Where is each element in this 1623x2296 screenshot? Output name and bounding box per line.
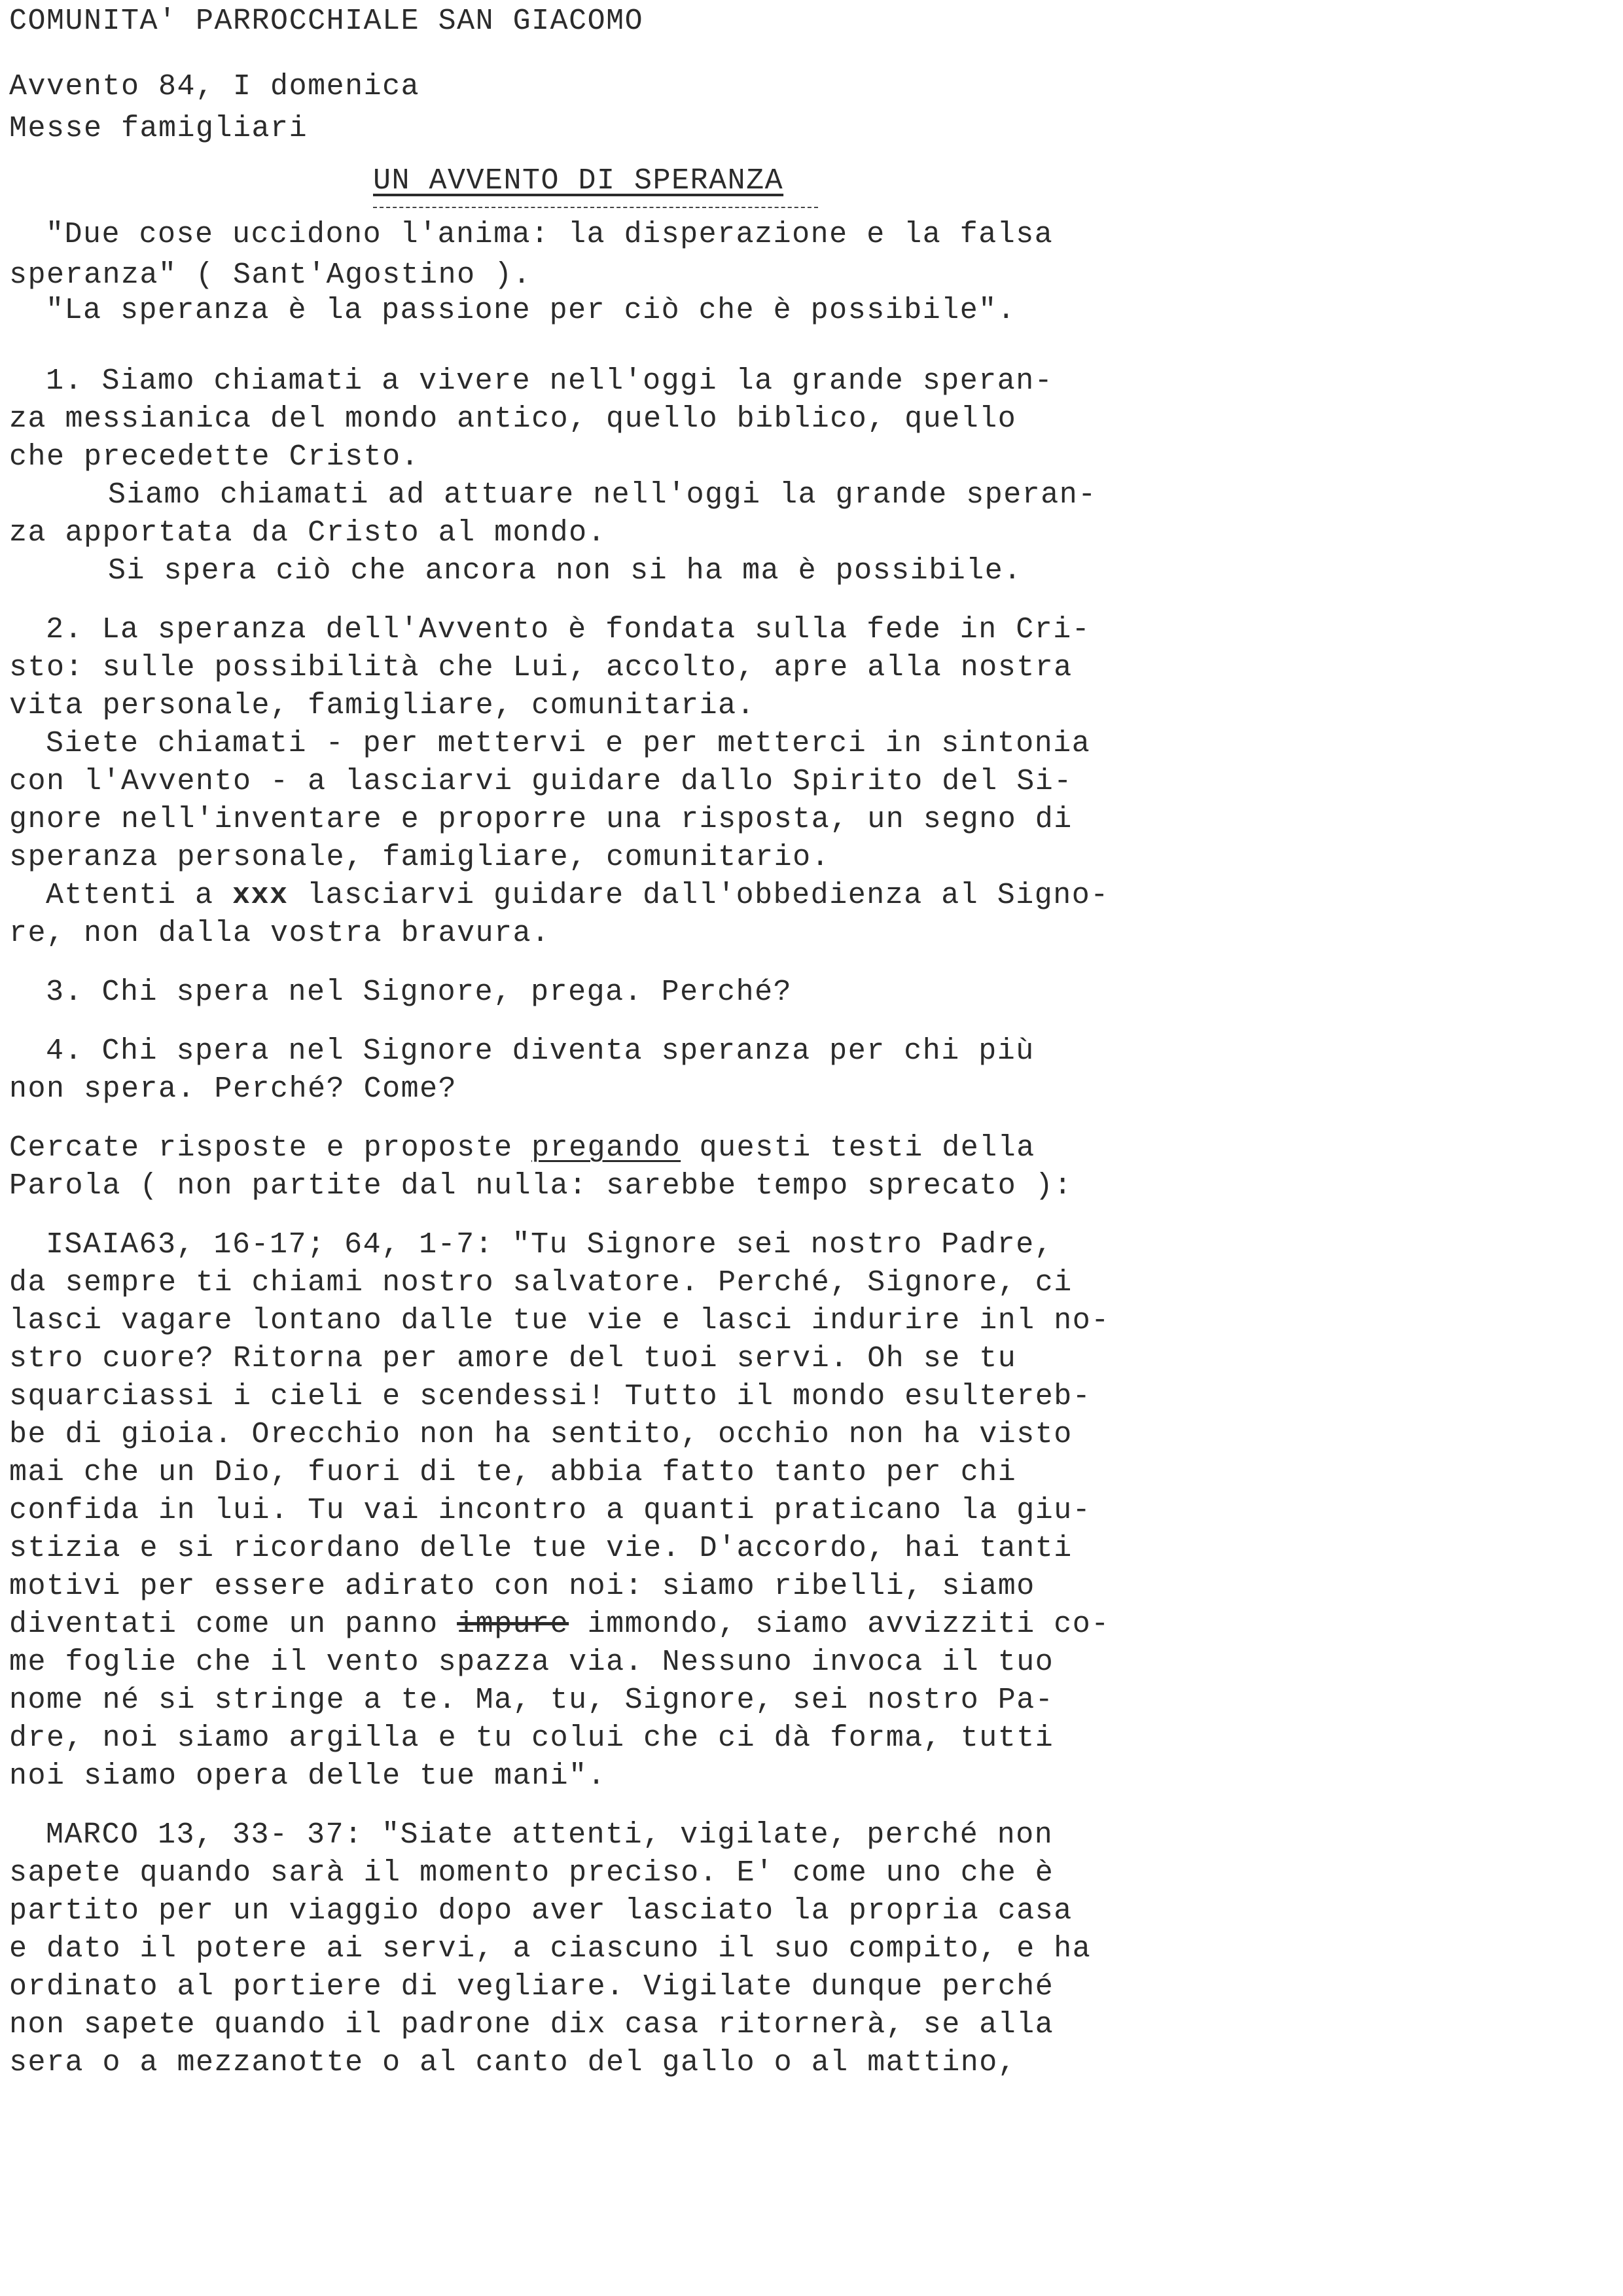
overtyped-word: xxx (232, 879, 289, 912)
title-double-rule (373, 207, 818, 208)
point-2-line-9: re, non dalla vostra bravura. (9, 917, 550, 950)
point-2-line-4: Siete chiamati - per mettervi e per metterci in sintonia (46, 727, 1091, 760)
quote-line-3: "La speranza è la passione per ciò che è possibile". (46, 294, 1016, 327)
document-title: UN AVVENTO DI SPERANZA (373, 164, 784, 198)
marco-line-5: ordinato al portiere di vegliare. Vigilate dunque perché (9, 1970, 1054, 2004)
point-2-line-6: gnore nell'inventare e proporre una risposta, un segno di (9, 803, 1073, 836)
marco-line-3: partito per un viaggio dopo aver lasciato la propria casa (9, 1894, 1073, 1928)
instruction-line-2: Parola ( non partite dal nulla: sarebbe tempo sprecato ): (9, 1169, 1073, 1203)
marco-line-1: MARCO 13, 33- 37: "Siate attenti, vigilate, perché non (46, 1818, 1054, 1852)
isaia-line-12: me foglie che il vento spazza via. Nessuno invoca il tuo (9, 1646, 1054, 1679)
isaia-line-7: mai che un Dio, fuori di te, abbia fatto tanto per chi (9, 1456, 1017, 1489)
marco-line-6: non sapete quando il padrone dix casa ritornerà, se alla (9, 2008, 1054, 2041)
isaia-line-13: nome né si stringe a te. Ma, tu, Signore, sei nostro Pa- (9, 1684, 1054, 1717)
isaia-line-5: squarciassi i cieli e scendessi! Tutto il mondo esultereb- (9, 1380, 1092, 1413)
point-4-line-1: 4. Chi spera nel Signore diventa speranza per chi più (46, 1034, 1035, 1068)
isaia-line-9: stizia e si ricordano delle tue vie. D'accordo, hai tanti (9, 1532, 1073, 1565)
point-2-line-1: 2. La speranza dell'Avvento è fondata sulla fede in Cri- (46, 613, 1091, 646)
point-2-line-8: Attenti a xxx lasciarvi guidare dall'obbedienza al Signo- (46, 879, 1109, 912)
point-1-line-2: za messianica del mondo antico, quello biblico, quello (9, 402, 1017, 436)
isaia-line-4: stro cuore? Ritorna per amore del tuoi servi. Oh se tu (9, 1342, 1017, 1375)
point-1-line-4: Siamo chiamati ad attuare nell'oggi la grande speran- (108, 478, 1097, 512)
point-2-line-5: con l'Avvento - a lasciarvi guidare dallo Spirito del Si- (9, 765, 1073, 798)
point-1-line-1: 1. Siamo chiamati a vivere nell'oggi la grande speran- (46, 364, 1054, 398)
point-4-line-2: non spera. Perché? Come? (9, 1072, 457, 1106)
isaia-line-6: be di gioia. Orecchio non ha sentito, occhio non ha visto (9, 1418, 1073, 1451)
isaia-line-2: da sempre ti chiami nostro salvatore. Perché, Signore, ci (9, 1266, 1073, 1299)
instruction-line-1: Cercate risposte e proposte pregando questi testi della (9, 1131, 1035, 1165)
isaia-line-3: lasci vagare lontano dalle tue vie e lasci indurire inl no- (9, 1304, 1110, 1337)
isaia-line-14: dre, noi siamo argilla e tu colui che ci dà forma, tutti (9, 1722, 1054, 1755)
quote-line-1: "Due cose uccidono l'anima: la disperazione e la falsa (46, 218, 1054, 251)
isaia-line-15: noi siamo opera delle tue mani". (9, 1759, 607, 1793)
marco-line-7: sera o a mezzanotte o al canto del gallo o al mattino, (9, 2046, 1017, 2079)
quote-line-2: speranza" ( Sant'Agostino ). (9, 258, 532, 292)
point-2-line-3: vita personale, famigliare, comunitaria. (9, 689, 756, 722)
occasion-line: Avvento 84, I domenica (9, 70, 420, 103)
point-1-line-5: za apportata da Cristo al mondo. (9, 516, 607, 550)
struck-word: impure (457, 1608, 569, 1641)
point-3-line: 3. Chi spera nel Signore, prega. Perché? (46, 976, 793, 1009)
isaia-line-10: motivi per essere adirato con noi: siamo ribelli, siamo (9, 1570, 1035, 1603)
subtitle-line: Messe famigliari (9, 112, 308, 145)
point-1-line-3: che precedette Cristo. (9, 440, 420, 474)
point-2-line-7: speranza personale, famigliare, comunitario. (9, 841, 830, 874)
isaia-line-1: ISAIA63, 16-17; 64, 1-7: "Tu Signore sei nostro Padre, (46, 1228, 1054, 1262)
point-1-line-6: Si spera ciò che ancora non si ha ma è possibile. (108, 554, 1022, 588)
isaia-line-11: diventati come un panno impure immondo, siamo avvizziti co- (9, 1608, 1110, 1641)
point-2-line-2: sto: sulle possibilità che Lui, accolto, apre alla nostra (9, 651, 1073, 684)
parish-header: COMUNITA' PARROCCHIALE SAN GIACOMO (9, 5, 644, 38)
marco-line-2: sapete quando sarà il momento preciso. E' come uno che è (9, 1856, 1054, 1890)
underlined-word: pregando (531, 1131, 681, 1165)
marco-line-4: e dato il potere ai servi, a ciascuno il suo compito, e ha (9, 1932, 1092, 1966)
isaia-line-8: confida in lui. Tu vai incontro a quanti praticano la giu- (9, 1494, 1092, 1527)
